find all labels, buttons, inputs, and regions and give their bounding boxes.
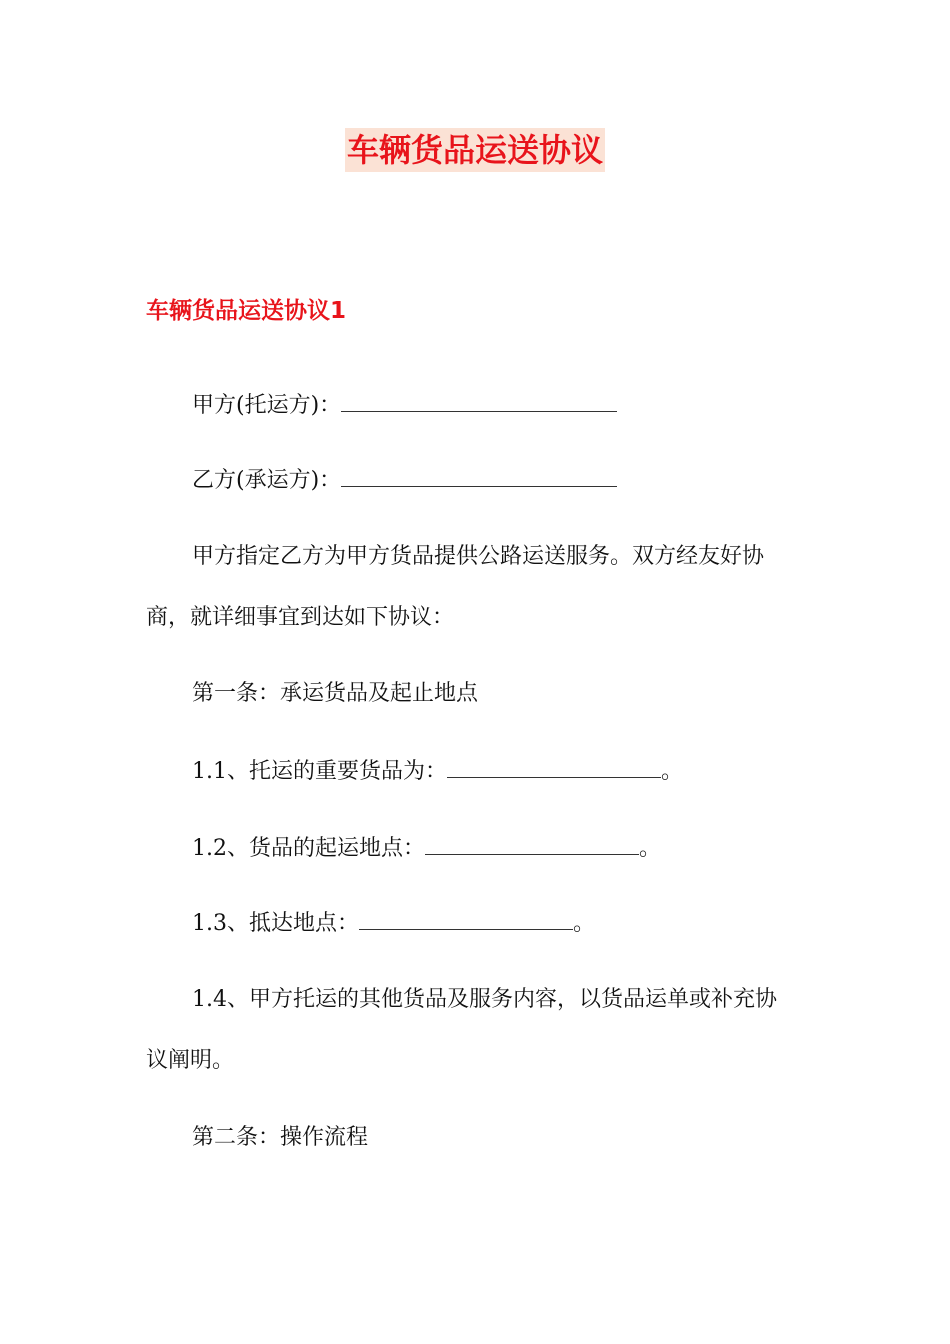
item-1-4-line-1: 1.4、甲方托运的其他货品及服务内容，以货品运单或补充协: [192, 987, 777, 1012]
item-1-3-period: 。: [573, 911, 596, 936]
document-title: [0, 128, 950, 172]
item-1-4-line-2: 议阐明。: [146, 1048, 235, 1073]
party-a-blank: [341, 389, 617, 412]
article-1-title: 第一条：承运货品及起止地点: [192, 681, 479, 706]
party-b-line: [192, 464, 617, 498]
party-a-line: [192, 389, 617, 423]
article-2-title: 第二条：操作流程: [192, 1125, 369, 1150]
item-1-2-blank: [425, 832, 639, 855]
party-b-blank: [341, 464, 617, 487]
section-heading: 车辆货品运送协议1: [146, 298, 347, 324]
document-title-text: 车辆货品运送协议: [345, 128, 605, 172]
item-1-2-period: 。: [639, 836, 662, 861]
item-1-3: [192, 907, 595, 941]
item-1-2-label: 1.2、货品的起运地点：: [192, 836, 425, 861]
item-1-3-blank: [359, 907, 573, 930]
intro-line-2: 商，就详细事宜到达如下协议：: [146, 605, 455, 630]
item-1-2: [192, 832, 661, 866]
item-1-1: [192, 755, 683, 789]
party-a-label: 甲方(托运方)：: [192, 393, 342, 418]
item-1-1-label: 1.1、托运的重要货品为：: [192, 759, 447, 784]
item-1-1-period: 。: [661, 759, 684, 784]
intro-line-1: 甲方指定乙方为甲方货品提供公路运送服务。双方经友好协: [192, 544, 765, 569]
item-1-1-blank: [447, 755, 661, 778]
party-b-label: 乙方(承运方)：: [192, 468, 342, 493]
item-1-3-label: 1.3、抵达地点：: [192, 911, 359, 936]
